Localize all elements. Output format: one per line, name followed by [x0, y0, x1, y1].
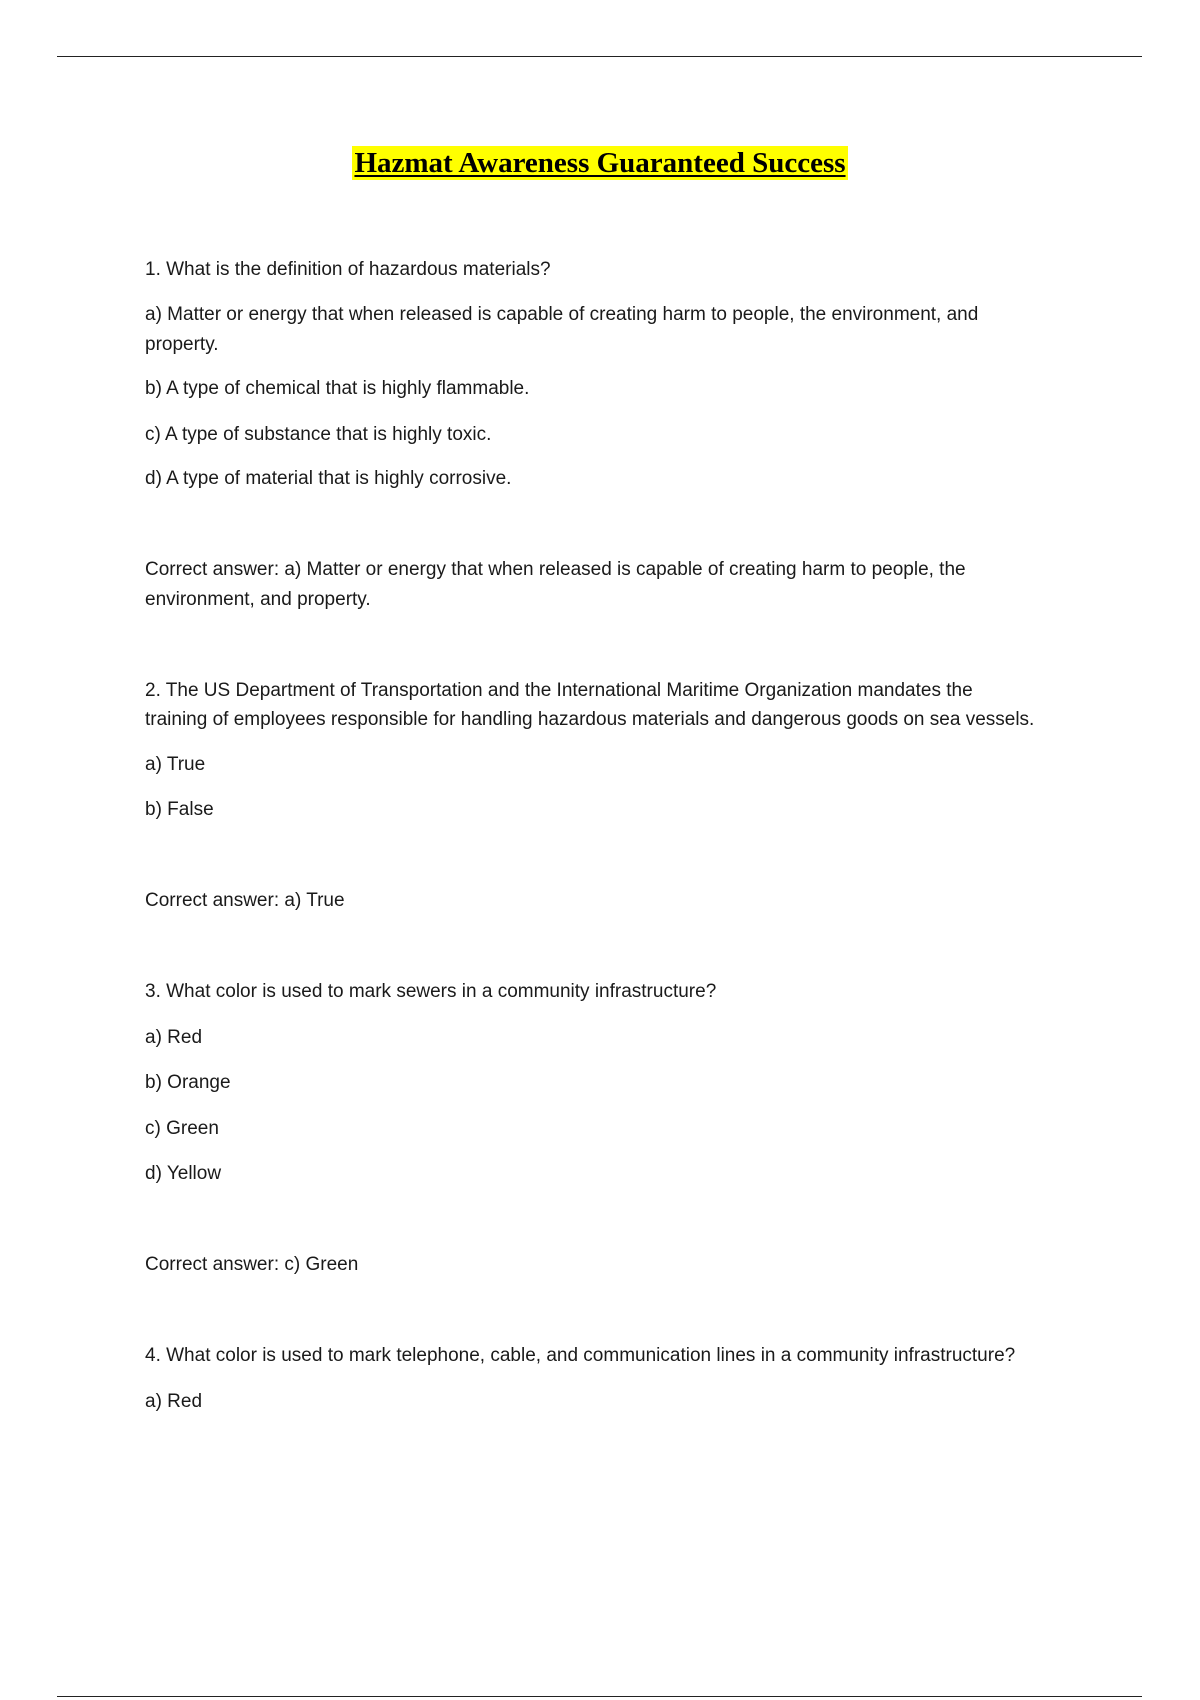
question-1-prompt: 1. What is the definition of hazardous materials? [145, 259, 551, 280]
document-title: Hazmat Awareness Guaranteed Success [354, 147, 846, 179]
top-rule [57, 56, 1142, 57]
bottom-rule [57, 1696, 1142, 1697]
question-3-option-a: a) Red [145, 1027, 203, 1048]
question-4-option-a: a) Red [145, 1391, 203, 1412]
question-3-prompt: 3. What color is used to mark sewers in a community infrastructure? [145, 981, 717, 1002]
question-2-prompt: 2. The US Department of Transportation and the International Maritime Organization mandates the [145, 680, 973, 701]
question-2-answer: Correct answer: a) True [145, 890, 345, 911]
title-block [0, 146, 1200, 180]
question-1-option-a: a) Matter or energy that when released is capable of creating harm to people, the environment, and [145, 304, 979, 325]
question-2-prompt-cont: training of employees responsible for handling hazardous materials and dangerous goods on sea vessels. [145, 709, 1035, 730]
question-3-option-c: c) Green [145, 1118, 219, 1139]
question-2-option-b: b) False [145, 799, 214, 820]
question-1-option-b: b) A type of chemical that is highly flammable. [145, 378, 530, 399]
question-3-option-b: b) Orange [145, 1072, 231, 1093]
question-1-option-c: c) A type of substance that is highly toxic. [145, 424, 492, 445]
question-1-option-d: d) A type of material that is highly corrosive. [145, 468, 512, 489]
question-4-prompt: 4. What color is used to mark telephone, cable, and communication lines in a community infrastructure? [145, 1345, 1016, 1366]
question-1-option-a-cont: property. [145, 334, 219, 355]
question-1-answer: Correct answer: a) Matter or energy that when released is capable of creating harm to people, the [145, 559, 966, 580]
question-1-answer-cont: environment, and property. [145, 589, 371, 610]
question-3-option-d: d) Yellow [145, 1163, 222, 1184]
question-2-option-a: a) True [145, 754, 206, 775]
question-3-answer: Correct answer: c) Green [145, 1254, 359, 1275]
